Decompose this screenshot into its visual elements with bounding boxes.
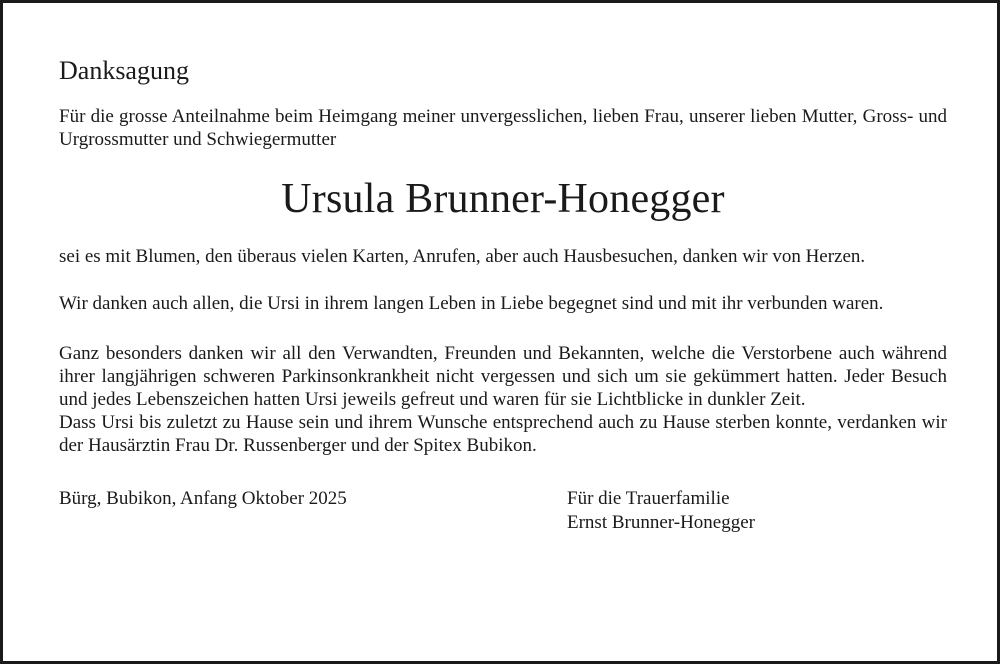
signature-block xyxy=(567,487,755,535)
notice-heading: Danksagung xyxy=(59,56,189,85)
intro-paragraph: Für die grosse Anteilnahme beim Heimgang meiner unvergesslichen, lieben Frau, unserer lieben Mutter, Gross- und Urgrossmutter und Schwiegermutter xyxy=(59,106,947,150)
signature-line-family: Für die Trauerfamilie xyxy=(567,488,730,509)
thanks-paragraph-flowers: sei es mit Blumen, den überaus vielen Karten, Anrufen, aber auch Hausbesuchen, danken wir von Herzen. xyxy=(59,246,866,267)
place-date: Bürg, Bubikon, Anfang Oktober 2025 xyxy=(59,488,347,509)
signature-line-name: Ernst Brunner-Honegger xyxy=(567,512,755,533)
deceased-name: Ursula Brunner-Honegger xyxy=(281,176,725,222)
notice-content xyxy=(59,55,947,537)
thanks-paragraph-doctor: Dass Ursi bis zuletzt zu Hause sein und ihrem Wunsche entsprechend auch zu Hause sterben konnte, verdanken wir der Hausärztin Frau Dr. Russenberger und der Spitex Bubikon. xyxy=(59,412,947,456)
thanks-paragraph-relatives: Ganz besonders danken wir all den Verwandten, Freunden und Bekannten, welche die Verstorbene auch während ihrer langjährigen schweren Parkinsonkrankheit nicht vergessen und sich um sie gekümmert hatten. Jeder Besuch und jedes Lebenszeichen hatten Ursi jeweils gefreut und waren für sie Lichtblicke in dunkler Zeit. xyxy=(59,343,947,410)
notice-footer xyxy=(59,487,947,537)
thanks-paragraph-everyone: Wir danken auch allen, die Ursi in ihrem langen Leben in Liebe begegnet sind und mit ihr verbunden waren. xyxy=(59,293,884,314)
